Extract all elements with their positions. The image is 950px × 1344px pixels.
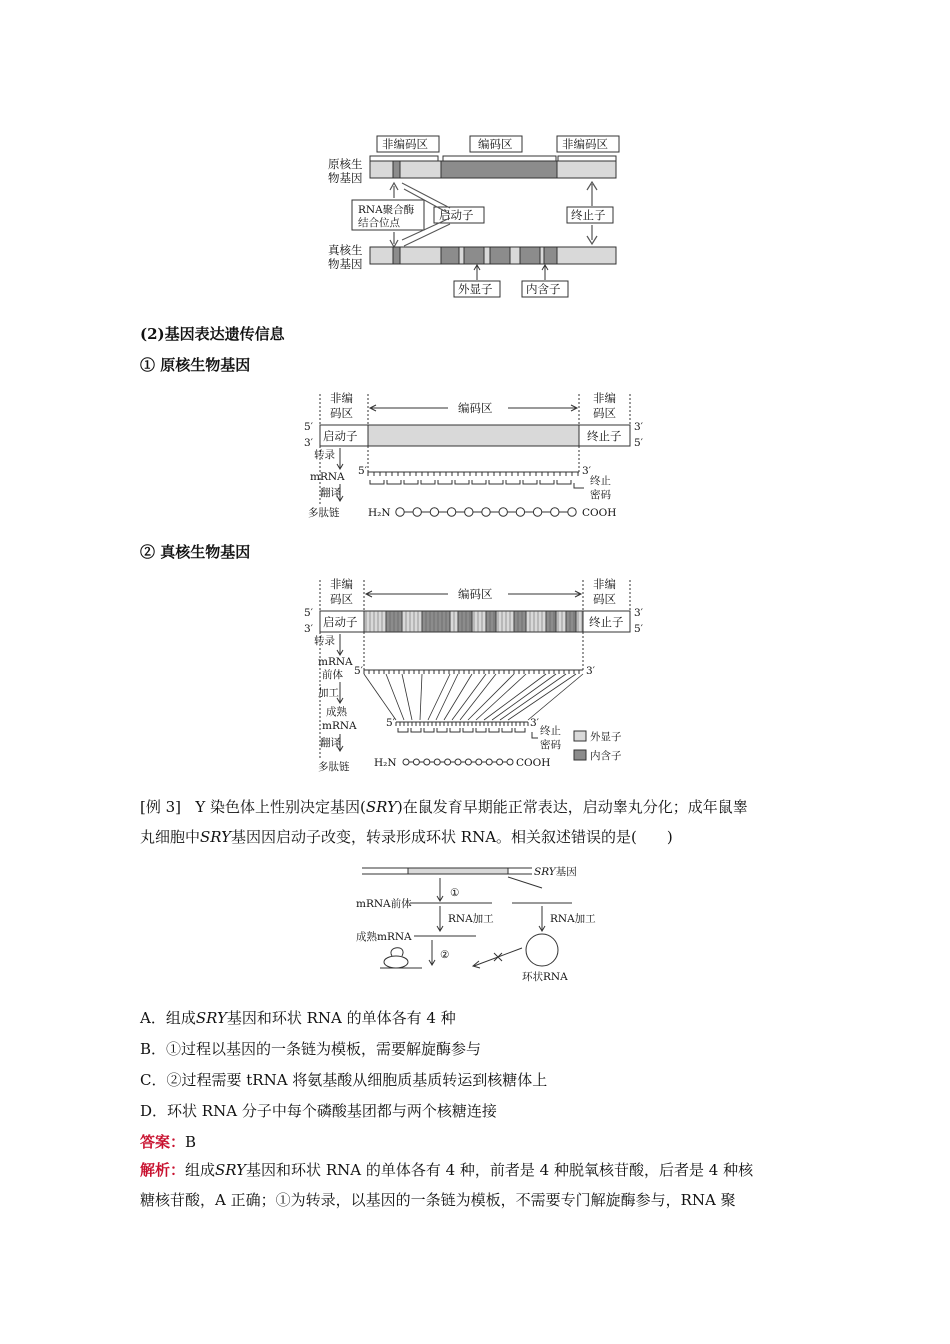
prokaryote-expression-figure — [300, 388, 644, 528]
noncoding-left-2: 码区 — [330, 592, 353, 606]
cross-mark-icon — [494, 953, 502, 961]
legend-intron-swatch — [574, 750, 586, 760]
three-prime-bottom: 3′ — [304, 623, 314, 635]
codon-bracket — [450, 728, 460, 732]
polypeptide-label: 多肽链 — [308, 507, 340, 519]
codon-bracket — [411, 728, 421, 732]
eukaryote-label-2: 物基因 — [328, 257, 363, 271]
answer-line — [140, 1131, 196, 1152]
amino-acid-node — [465, 508, 473, 516]
answer-label: 答案： — [140, 1133, 186, 1151]
example-label: [例 3] — [140, 798, 182, 816]
noncoding-right-1: 非编 — [593, 391, 616, 405]
cooh-label: COOH — [582, 507, 617, 519]
codon-bracket — [370, 480, 384, 484]
prokaryote-coding-block — [441, 161, 557, 178]
splice-line — [444, 674, 472, 720]
intron-label: 内含子 — [526, 282, 561, 296]
codon-bracket — [404, 480, 418, 484]
eukaryote-label-1: 真核生 — [328, 243, 363, 257]
splice-line — [420, 674, 422, 720]
exon-segment — [364, 611, 386, 632]
sry-gene-bar — [408, 868, 508, 874]
pre-mrna-label: mRNA前体 — [356, 898, 412, 910]
pre-mrna-2: 前体 — [322, 669, 343, 681]
translation-label: 翻译 — [320, 737, 341, 749]
intron-segment — [514, 611, 526, 632]
option-b: B．①过程以基因的一条链为模板，需要解旋酶参与 — [140, 1040, 482, 1058]
codon-bracket — [421, 480, 435, 484]
stop-codon-1: 终止 — [590, 475, 611, 487]
mature-three-prime: 3′ — [530, 717, 540, 729]
rnap-label-1: RNA聚合酶 — [358, 204, 415, 216]
amino-acid-node — [424, 759, 430, 765]
amino-acid-node — [403, 759, 409, 765]
mature-mrna-strand — [396, 722, 528, 732]
pre-mrna-strand — [364, 670, 583, 674]
codon-bracket — [387, 480, 401, 484]
stop-codon-2: 密码 — [590, 489, 611, 501]
codon-bracket — [540, 480, 554, 484]
prokaryote-promoter-block — [393, 161, 400, 178]
section-title: (2)基因表达遗传信息 — [140, 325, 285, 343]
legend-exon-label: 外显子 — [590, 731, 622, 743]
analysis-line-2: 糖核苷酸，A 正确；①为转录，以基因的一条链为模板，不需要专门解旋酶参与，RNA 聚 — [140, 1191, 736, 1209]
codon-bracket — [489, 728, 499, 732]
splice-line — [364, 674, 396, 720]
amino-acid-node — [486, 759, 492, 765]
codon-bracket — [502, 728, 512, 732]
option-c: C．②过程需要 tRNA 将氨基酸从细胞质基质转运到核糖体上 — [140, 1071, 548, 1089]
splice-line — [402, 674, 412, 720]
codon-bracket — [455, 480, 469, 484]
splicing-lines — [364, 674, 583, 720]
question-line-2: 丸细胞中SRY基因因启动子改变，转录形成环状 RNA。相关叙述错误的是( ) — [140, 828, 673, 846]
intron-segment — [566, 611, 576, 632]
analysis — [140, 1155, 812, 1215]
intron-block — [441, 247, 459, 264]
noncoding-right-1: 非编 — [593, 577, 616, 591]
coding-region — [368, 425, 579, 446]
codon-bracket — [472, 480, 486, 484]
exon-segment — [526, 611, 546, 632]
codon-bracket — [398, 728, 408, 732]
amino-acid-node — [465, 759, 471, 765]
rnap-label-2: 结合位点 — [358, 217, 400, 229]
noncoding-right-2: 码区 — [593, 592, 616, 606]
amino-acid-node — [413, 759, 419, 765]
three-prime-bottom: 3′ — [304, 437, 314, 449]
promoter-label: 启动子 — [323, 429, 358, 443]
amino-acid-node — [482, 508, 490, 516]
h2n-label: H₂N — [374, 757, 397, 769]
promoter-label: 启动子 — [439, 208, 474, 222]
pre-mrna-three-prime: 3′ — [586, 665, 596, 677]
exon-intron-blocks — [364, 611, 583, 632]
intron-block — [490, 247, 510, 264]
transcription-label: 转录 — [314, 635, 335, 647]
intron-segment — [546, 611, 556, 632]
sry-figure — [352, 860, 602, 986]
three-prime-top: 3′ — [634, 607, 644, 619]
noncoding-left-1: 非编 — [330, 577, 353, 591]
codon-bracket — [476, 728, 486, 732]
splice-line — [492, 674, 556, 720]
exon-segment — [402, 611, 422, 632]
circular-rna-icon — [526, 934, 558, 966]
amino-acid-node — [551, 508, 559, 516]
stop-codon-1: 终止 — [540, 725, 561, 737]
legend-exon-swatch — [574, 731, 586, 741]
promoter-label: 启动子 — [323, 615, 358, 629]
prokaryote-label-2: 物基因 — [328, 171, 363, 185]
step-1-label: ① — [450, 887, 460, 899]
amino-acid-node — [499, 508, 507, 516]
option-a: A．组成SRY基因和环状 RNA 的单体各有 4 种 — [140, 1009, 456, 1027]
processing-label: 加工 — [318, 687, 339, 699]
five-prime-top: 5′ — [304, 607, 314, 619]
amino-acid-node — [568, 508, 576, 516]
eukaryote-expression-figure — [300, 574, 645, 776]
legend-intron-label: 内含子 — [590, 750, 622, 762]
sry-gene-label: SRY基因 — [534, 866, 577, 878]
amino-acid-node — [396, 508, 404, 516]
answer-value: B — [185, 1133, 197, 1151]
prokaryote-label-1: 原核生 — [328, 157, 363, 171]
noncoding-right-2: 码区 — [593, 406, 616, 420]
step-2-label: ② — [440, 949, 450, 961]
codon-bracket — [463, 728, 473, 732]
terminator-label: 终止子 — [587, 429, 622, 443]
prokaryote-heading: ① 原核生物基因 — [140, 356, 251, 374]
amino-acid-node — [533, 508, 541, 516]
polypeptide-label: 多肽链 — [318, 761, 350, 773]
intron-segment — [486, 611, 496, 632]
coding-label: 编码区 — [458, 401, 493, 415]
codon-bracket — [424, 728, 434, 732]
analysis-line-1: 解析：组成SRY基因和环状 RNA 的单体各有 4 种，前者是 4 种脱氧核苷酸，后者是 4 种核 — [140, 1161, 754, 1179]
amino-acid-node — [516, 508, 524, 516]
gene-structure-figure — [320, 128, 630, 304]
amino-acid-node — [497, 759, 503, 765]
mature-mrna-2: mRNA — [322, 720, 357, 732]
coding-label: 编码区 — [458, 587, 493, 601]
amino-acid-node — [455, 759, 461, 765]
noncoding-left-label: 非编码区 — [382, 137, 428, 151]
codon-bracket — [523, 480, 537, 484]
amino-acid-chain — [403, 759, 513, 765]
five-prime-bottom: 5′ — [634, 437, 644, 449]
rna-processing-label-2: RNA加工 — [550, 913, 596, 925]
noncoding-right-label: 非编码区 — [562, 137, 608, 151]
intron-block — [464, 247, 484, 264]
splice-line — [386, 674, 404, 720]
mrna-strand — [368, 472, 579, 484]
codon-bracket — [489, 480, 503, 484]
mrna-label: mRNA — [310, 471, 345, 483]
noncoding-left-1: 非编 — [330, 391, 353, 405]
intron-block — [544, 247, 557, 264]
five-prime-bottom: 5′ — [634, 623, 644, 635]
terminator-label: 终止子 — [571, 208, 606, 222]
translation-label: 翻译 — [320, 487, 341, 499]
codon-bracket — [515, 728, 525, 732]
exon-segment — [556, 611, 566, 632]
amino-acid-node — [445, 759, 451, 765]
exon-label: 外显子 — [458, 282, 493, 296]
rna-processing-label-1: RNA加工 — [448, 913, 494, 925]
mature-five-prime: 5′ — [386, 717, 396, 729]
codon-bracket — [506, 480, 520, 484]
pre-mrna-1: mRNA — [318, 656, 353, 668]
three-prime-top: 3′ — [634, 421, 644, 433]
mature-mrna-label: 成熟mRNA — [356, 931, 412, 943]
codon-bracket — [438, 480, 452, 484]
noncoding-left-2: 码区 — [330, 406, 353, 420]
amino-acid-chain — [396, 508, 576, 516]
amino-acid-node — [413, 508, 421, 516]
pre-mrna-five-prime: 5′ — [354, 665, 364, 677]
stop-codon-2: 密码 — [540, 739, 561, 751]
cooh-label: COOH — [516, 757, 551, 769]
amino-acid-node — [447, 508, 455, 516]
mrna-five-prime: 5′ — [358, 465, 368, 477]
five-prime-top: 5′ — [304, 421, 314, 433]
exon-segment — [496, 611, 514, 632]
mature-mrna-1: 成熟 — [326, 706, 347, 718]
eukaryote-heading: ② 真核生物基因 — [140, 543, 251, 561]
coding-label: 编码区 — [478, 137, 513, 151]
eukaryote-promoter-block — [393, 247, 400, 264]
question-line-1: [例 3] Y 染色体上性别决定基因(SRY)在鼠发育早期能正常表达，启动睾丸分化；成年鼠睾 — [140, 798, 748, 816]
amino-acid-node — [507, 759, 513, 765]
amino-acid-node — [430, 508, 438, 516]
option-d: D．环状 RNA 分子中每个磷酸基团都与两个核糖连接 — [140, 1102, 497, 1120]
amino-acid-node — [434, 759, 440, 765]
terminator-label: 终止子 — [589, 615, 624, 629]
ribosome-icon — [384, 956, 408, 968]
transcription-label: 转录 — [314, 449, 335, 461]
amino-acid-node — [476, 759, 482, 765]
h2n-label: H₂N — [368, 507, 391, 519]
codon-bracket — [437, 728, 447, 732]
codon-bracket — [557, 480, 571, 484]
circular-rna-label: 环状RNA — [522, 971, 568, 983]
example-question — [140, 792, 812, 852]
splice-line — [452, 674, 486, 720]
mrna-three-prime: 3′ — [582, 465, 592, 477]
intron-block — [520, 247, 540, 264]
